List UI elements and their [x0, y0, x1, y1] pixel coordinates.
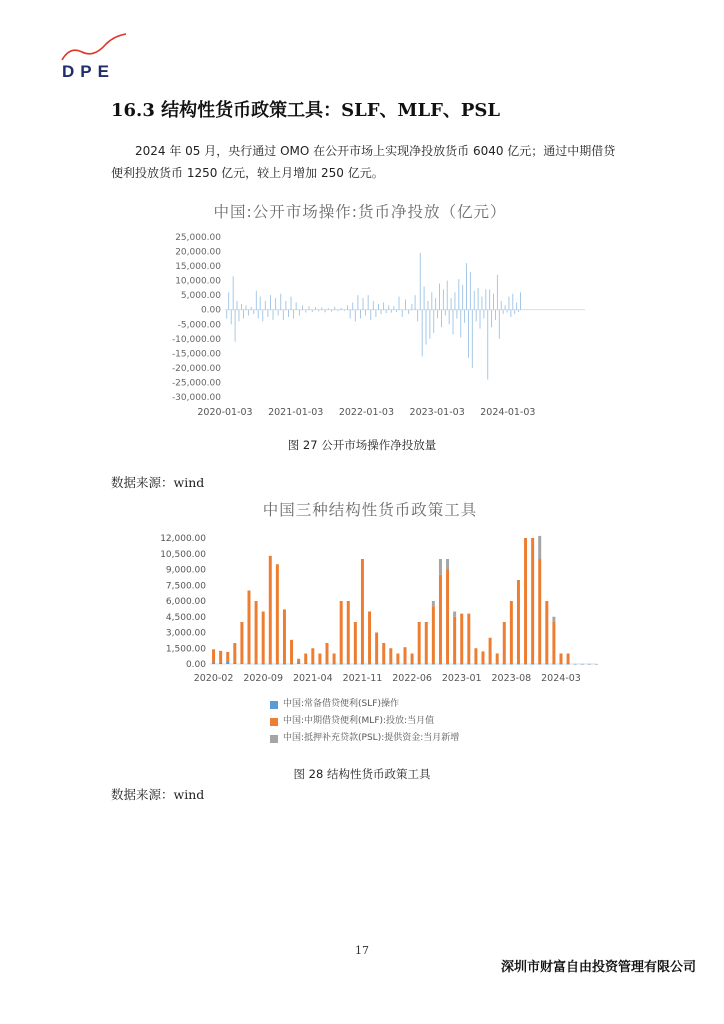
chart2-bar-slf — [432, 664, 435, 665]
chart1-bar — [312, 310, 313, 312]
chart1-bar — [386, 310, 387, 313]
chart1-bar — [302, 305, 303, 309]
chart2-bar-slf — [212, 662, 215, 664]
chart1-bar — [296, 302, 297, 309]
chart1-y-tick-label: 25,000.00 — [175, 233, 221, 243]
chart1-bar — [487, 310, 488, 380]
chart2-bar-slf — [347, 664, 350, 665]
chart1-bar — [424, 286, 425, 309]
chart1-bar — [363, 298, 364, 310]
chart1-bar — [453, 310, 454, 335]
chart2-bar-mlf — [503, 622, 506, 664]
chart1-bar — [460, 310, 461, 338]
chart2-bar-mlf — [396, 654, 399, 665]
chart2-y-tick-label: 3,000.00 — [165, 628, 206, 639]
chart2-bar-slf — [276, 664, 279, 665]
chart2-bar-slf — [560, 664, 563, 665]
chart2-bar-mlf — [560, 654, 563, 665]
chart2-bar-mlf — [552, 622, 555, 664]
chart2-y-tick-label: 6,000.00 — [165, 597, 206, 607]
chart1-bar — [514, 310, 515, 314]
chart1-bar — [256, 291, 257, 310]
chart1-bar — [422, 310, 423, 357]
chart2-bar-slf — [489, 664, 492, 665]
chart2-x-tick-label: 2023-08 — [491, 673, 532, 684]
chart2-structural-tools — [140, 528, 600, 688]
chart1-bar — [231, 310, 232, 325]
chart1-bar — [233, 276, 234, 309]
chart2-bar-mlf — [368, 612, 371, 665]
chart1-bar — [375, 310, 376, 317]
chart2-bar-mlf — [340, 601, 343, 664]
chart1-bar — [483, 310, 484, 319]
chart1-bar — [507, 310, 508, 313]
chart2-bar-slf — [418, 664, 421, 665]
chart2-bar-slf — [340, 664, 343, 665]
chart1-bar — [352, 302, 353, 309]
chart2-bar-slf — [361, 664, 364, 665]
chart2-bar-slf — [283, 664, 286, 665]
chart1-bar — [265, 301, 266, 310]
chart1-bar — [431, 292, 432, 309]
legend-item-slf — [270, 696, 459, 713]
chart2-bar-slf — [297, 662, 300, 664]
chart2-bar-mlf — [389, 648, 392, 664]
chart2-bar-mlf — [439, 575, 442, 664]
chart1-bar — [501, 301, 502, 310]
chart1-bar — [428, 301, 429, 310]
legend-label-mlf: 中国:中期借贷便利(MLF):投放:当月值 — [283, 716, 435, 726]
chart2-y-tick-label: 10,500.00 — [160, 549, 206, 560]
chart2-bar-slf — [226, 662, 229, 664]
chart1-bar — [357, 295, 358, 310]
chart2-bar-slf — [219, 663, 222, 664]
chart1-y-tick-label: -10,000.00 — [171, 334, 221, 345]
chart1-bar — [478, 288, 479, 310]
body-paragraph: 2024 年 05 月，央行通过 OMO 在公开市场上实现净投放货币 6040 亿元；通过中期借贷便利投放货币 1250 亿元，较上月增加 250 亿元。 — [111, 144, 616, 180]
chart1-bar — [470, 272, 471, 310]
chart1-bar — [512, 294, 513, 310]
chart2-bar-mlf — [489, 638, 492, 664]
chart2-bar-mlf — [304, 654, 307, 665]
chart1-bar — [455, 292, 456, 309]
chart2-bar-slf — [318, 664, 321, 665]
chart1-bar — [378, 304, 379, 310]
chart1-bar — [328, 308, 329, 309]
chart1-bar — [391, 310, 392, 313]
chart1-y-tick-label: 0.00 — [200, 305, 221, 316]
chart2-x-tick-label: 2020-09 — [243, 673, 284, 684]
chart1-bar — [365, 310, 366, 316]
chart2-bar-slf — [588, 664, 591, 665]
chart2-source: 数据来源：wind — [111, 787, 205, 802]
chart2-x-tick-label: 2021-04 — [292, 673, 333, 684]
chart1-bar — [381, 310, 382, 314]
chart2-bar-mlf — [219, 651, 222, 664]
chart1-bar — [482, 297, 483, 310]
chart2-bar-mlf — [262, 612, 265, 665]
chart2-bar-mlf — [467, 614, 470, 664]
chart2-legend — [270, 696, 459, 747]
chart2-bar-slf — [354, 664, 357, 665]
chart2-bar-mlf — [347, 601, 350, 664]
chart1-bar — [325, 310, 326, 313]
chart1-bar — [435, 298, 436, 310]
chart1-bar — [368, 295, 369, 310]
chart1-bar — [280, 294, 281, 310]
chart1-bar — [388, 305, 389, 309]
chart2-bar-slf — [453, 664, 456, 665]
chart1-bar — [495, 310, 496, 320]
chart1-bar — [476, 310, 477, 322]
chart1-bar — [285, 301, 286, 310]
chart2-bar-slf — [517, 664, 520, 665]
chart2-bar-psl — [538, 536, 541, 559]
chart1-bar — [408, 310, 409, 314]
chart1-bar — [509, 297, 510, 310]
chart1-bar — [433, 310, 434, 333]
chart2-y-tick-label: 7,500.00 — [165, 581, 206, 592]
chart1-bar — [370, 310, 371, 320]
chart1-y-tick-label: 5,000.00 — [180, 291, 221, 302]
chart1-bar — [462, 285, 463, 310]
chart2-bar-slf — [396, 664, 399, 665]
chart1-bar — [396, 310, 397, 312]
chart1-bar — [341, 308, 342, 310]
chart2-bar-slf — [496, 664, 499, 665]
chart1-bar — [293, 310, 294, 319]
chart2-bar-slf — [531, 664, 534, 665]
chart1-bar — [273, 310, 274, 320]
chart2-bar-mlf — [567, 654, 570, 665]
chart1-bar — [449, 310, 450, 325]
legend-swatch-mlf — [270, 718, 278, 726]
chart1-bar — [321, 307, 322, 309]
chart2-bar-psl — [552, 617, 555, 622]
chart1-bar — [505, 305, 506, 309]
chart2-bar-mlf — [404, 647, 407, 664]
chart2-bar-mlf — [432, 606, 435, 664]
page-number: 17 — [355, 944, 369, 957]
chart1-bar — [402, 310, 403, 317]
chart2-bar-slf — [404, 664, 407, 665]
chart2-bar-slf — [567, 664, 570, 665]
chart1-y-tick-label: -25,000.00 — [171, 378, 221, 389]
chart2-bar-slf — [255, 664, 258, 665]
chart2-bar-slf — [368, 664, 371, 665]
chart1-bar — [411, 304, 412, 310]
chart2-bar-psl — [439, 559, 442, 575]
chart1-bar — [466, 263, 467, 310]
chart2-bar-mlf — [531, 538, 534, 664]
chart2-bar-mlf — [382, 643, 385, 664]
chart1-bar — [437, 310, 438, 319]
chart2-bar-slf — [425, 664, 428, 665]
legend-item-psl — [270, 730, 459, 747]
chart1-bar — [270, 295, 271, 310]
chart2-x-tick-label: 2024-03 — [541, 673, 581, 684]
chart1-bar — [464, 310, 465, 323]
chart1-bar — [283, 310, 284, 320]
chart2-bar-mlf — [333, 654, 336, 665]
chart2-bar-slf — [233, 663, 236, 664]
chart1-y-tick-label: -15,000.00 — [171, 349, 221, 360]
chart2-bar-mlf — [255, 601, 258, 664]
chart1-bar — [493, 294, 494, 310]
chart1-bar — [318, 310, 319, 312]
chart1-source: 数据来源：wind — [111, 475, 205, 490]
chart1-y-tick-label: -30,000.00 — [171, 393, 221, 403]
chart2-y-tick-label: 4,500.00 — [165, 612, 206, 623]
chart1-bar — [399, 297, 400, 310]
chart2-bar-slf — [311, 664, 314, 665]
chart1-bar — [262, 310, 263, 322]
legend-label-psl: 中国:抵押补充贷款(PSL):提供资金:当月新增 — [283, 733, 460, 743]
chart2-bar-slf — [467, 664, 470, 665]
chart1-bar — [456, 310, 457, 319]
chart1-bar — [299, 310, 300, 316]
chart1-omo-net-injection — [155, 225, 595, 435]
chart1-bar — [472, 310, 473, 368]
chart2-bar-slf — [595, 664, 598, 665]
chart2-caption: 图 28 结构性货币政策工具 — [293, 767, 431, 781]
chart2-bar-slf — [248, 664, 251, 665]
chart2-bar-mlf — [496, 654, 499, 665]
chart2-bar-slf — [304, 663, 307, 664]
chart1-bar — [241, 304, 242, 310]
chart1-bar — [491, 310, 492, 327]
chart1-bar — [441, 310, 442, 327]
chart2-bar-slf — [326, 664, 329, 665]
chart1-bar — [516, 302, 517, 309]
chart1-bar — [331, 310, 332, 312]
chart2-bar-mlf — [283, 609, 286, 664]
legend-swatch-psl — [270, 735, 278, 743]
chart2-x-tick-label: 2022-06 — [392, 673, 432, 684]
chart1-bar — [480, 310, 481, 329]
chart2-bar-slf — [290, 664, 293, 665]
chart1-bar — [288, 310, 289, 317]
chart2-bar-mlf — [248, 591, 251, 665]
chart1-bar — [510, 310, 511, 317]
chart2-bar-mlf — [361, 559, 364, 664]
chart1-bar — [420, 253, 421, 310]
chart1-x-tick-label: 2023-01-03 — [409, 407, 465, 418]
logo-text: DPE — [62, 62, 115, 81]
chart1-bar — [451, 298, 452, 310]
chart2-y-tick-label: 9,000.00 — [165, 565, 206, 576]
chart1-bar — [373, 301, 374, 310]
chart2-bar-mlf — [418, 622, 421, 664]
legend-item-mlf — [270, 713, 459, 730]
chart1-bar — [415, 295, 416, 310]
chart1-bar — [499, 310, 500, 339]
legend-swatch-slf — [270, 701, 278, 709]
chart2-bar-slf — [240, 663, 243, 664]
chart2-bar-mlf — [354, 622, 357, 664]
chart2-bar-psl — [432, 601, 435, 606]
chart2-bar-slf — [439, 664, 442, 665]
chart2-bar-slf — [538, 664, 541, 665]
chart2-bar-slf — [510, 664, 513, 665]
chart1-title: 中国:公开市场操作:货币净投放（亿元） — [213, 203, 507, 221]
chart1-bar — [485, 289, 486, 309]
chart1-bar — [347, 305, 348, 309]
section-heading: 16.3 结构性货币政策工具：SLF、MLF、PSL — [111, 100, 501, 121]
chart2-bar-slf — [503, 664, 506, 665]
chart2-bar-mlf — [538, 559, 541, 664]
chart1-bar — [468, 310, 469, 358]
chart2-bar-slf — [460, 664, 463, 665]
chart2-bar-slf — [375, 664, 378, 665]
chart1-bar — [260, 297, 261, 310]
chart1-bar — [267, 310, 268, 317]
chart1-bar — [489, 289, 490, 309]
chart2-x-tick-label: 2023-01 — [441, 673, 482, 684]
chart1-bar — [243, 310, 244, 319]
chart1-bar — [405, 300, 406, 310]
logo-swoosh — [62, 34, 126, 60]
chart1-x-tick-label: 2022-01-03 — [338, 407, 395, 418]
chart2-bar-slf — [269, 664, 272, 665]
chart1-bar — [248, 310, 249, 316]
chart2-bar-mlf — [453, 617, 456, 664]
chart2-bar-mlf — [311, 648, 314, 664]
chart1-bar — [305, 310, 306, 313]
chart2-x-tick-label: 2020-02 — [193, 673, 234, 684]
chart1-x-tick-label: 2020-01-03 — [197, 407, 253, 418]
chart1-y-tick-label: -5,000.00 — [177, 320, 221, 331]
chart2-bar-mlf — [425, 622, 428, 664]
chart2-x-tick-label: 2021-11 — [342, 673, 383, 684]
chart2-y-tick-label: 1,500.00 — [165, 644, 206, 655]
chart1-bar — [239, 310, 240, 322]
chart1-y-tick-label: 10,000.00 — [175, 276, 221, 287]
chart2-bar-mlf — [269, 556, 272, 664]
chart2-bar-psl — [446, 559, 449, 570]
chart1-y-tick-label: -20,000.00 — [171, 363, 221, 374]
chart2-bar-mlf — [517, 580, 520, 664]
chart2-bar-slf — [474, 664, 477, 665]
chart1-bar — [251, 307, 252, 310]
chart2-bar-mlf — [510, 601, 513, 664]
chart1-bar — [350, 310, 351, 319]
chart2-y-tick-label: 12,000.00 — [160, 534, 206, 544]
chart1-bar — [497, 275, 498, 310]
chart1-bar — [447, 281, 448, 310]
chart1-bar — [253, 310, 254, 314]
chart1-bar — [520, 292, 521, 309]
chart1-bar — [309, 306, 310, 309]
chart1-bar — [315, 307, 316, 310]
chart2-bar-mlf — [233, 643, 236, 664]
legend-label-slf: 中国:常备借贷便利(SLF)操作 — [283, 699, 399, 709]
chart1-y-tick-label: 15,000.00 — [175, 262, 221, 273]
chart1-bar — [235, 310, 236, 342]
chart2-bar-slf — [389, 664, 392, 665]
chart2-bar-slf — [382, 664, 385, 665]
chart1-bar — [237, 301, 238, 310]
chart2-bar-mlf — [375, 633, 378, 665]
chart2-bar-slf — [446, 664, 449, 665]
chart1-bar — [258, 310, 259, 319]
chart1-bar — [443, 289, 444, 309]
chart2-bar-mlf — [276, 564, 279, 664]
chart1-bar — [275, 298, 276, 310]
chart2-bar-slf — [574, 664, 577, 665]
chart2-bar-mlf — [318, 654, 321, 665]
chart1-bar — [439, 284, 440, 310]
chart1-bar — [334, 307, 335, 310]
chart1-bar — [291, 297, 292, 310]
chart2-bar-mlf — [240, 622, 243, 664]
chart1-y-tick-label: 20,000.00 — [175, 247, 221, 258]
chart2-bar-mlf — [482, 651, 485, 664]
chart2-title: 中国三种结构性货币政策工具 — [262, 501, 478, 519]
chart2-bar-mlf — [545, 601, 548, 664]
chart1-bar — [474, 291, 475, 310]
chart2-bar-mlf — [290, 640, 293, 664]
chart1-bar — [338, 310, 339, 311]
chart1-bar — [360, 310, 361, 319]
chart1-x-tick-label: 2021-01-03 — [268, 407, 324, 418]
chart2-bar-slf — [262, 664, 265, 665]
chart2-bar-mlf — [326, 643, 329, 664]
chart2-bar-slf — [581, 664, 584, 665]
chart1-bar — [518, 310, 519, 312]
chart2-y-tick-label: 0.00 — [185, 660, 206, 670]
chart2-bar-slf — [333, 664, 336, 665]
chart2-bar-mlf — [474, 648, 477, 664]
chart2-bar-mlf — [460, 614, 463, 664]
chart2-bar-slf — [552, 664, 555, 665]
chart2-bar-mlf — [446, 570, 449, 665]
company-name: 深圳市财富自由投资管理有限公司 — [500, 960, 696, 975]
chart2-bar-slf — [411, 664, 414, 665]
chart1-bar — [228, 292, 229, 309]
chart1-bar — [417, 310, 418, 322]
chart1-bar — [278, 310, 279, 316]
chart1-bar — [246, 305, 247, 309]
chart1-bar — [383, 302, 384, 309]
chart1-bar — [344, 310, 345, 311]
chart2-bar-mlf — [524, 538, 527, 664]
chart1-bar — [429, 310, 430, 339]
chart2-bar-slf — [482, 664, 485, 665]
chart1-bar — [393, 306, 394, 309]
chart1-bar — [458, 279, 459, 310]
chart1-bar — [503, 310, 504, 314]
chart1-x-tick-label: 2024-01-03 — [480, 407, 536, 418]
chart2-bar-psl — [453, 612, 456, 617]
chart2-bar-mlf — [212, 649, 215, 664]
chart1-bar — [355, 310, 356, 322]
chart2-bar-slf — [545, 664, 548, 665]
chart1-caption: 图 27 公开市场操作净投放量 — [287, 438, 437, 452]
chart1-bar — [445, 310, 446, 316]
chart2-bar-mlf — [411, 654, 414, 665]
chart1-bar — [226, 310, 227, 319]
chart1-bar — [426, 310, 427, 345]
chart2-bar-slf — [524, 664, 527, 665]
